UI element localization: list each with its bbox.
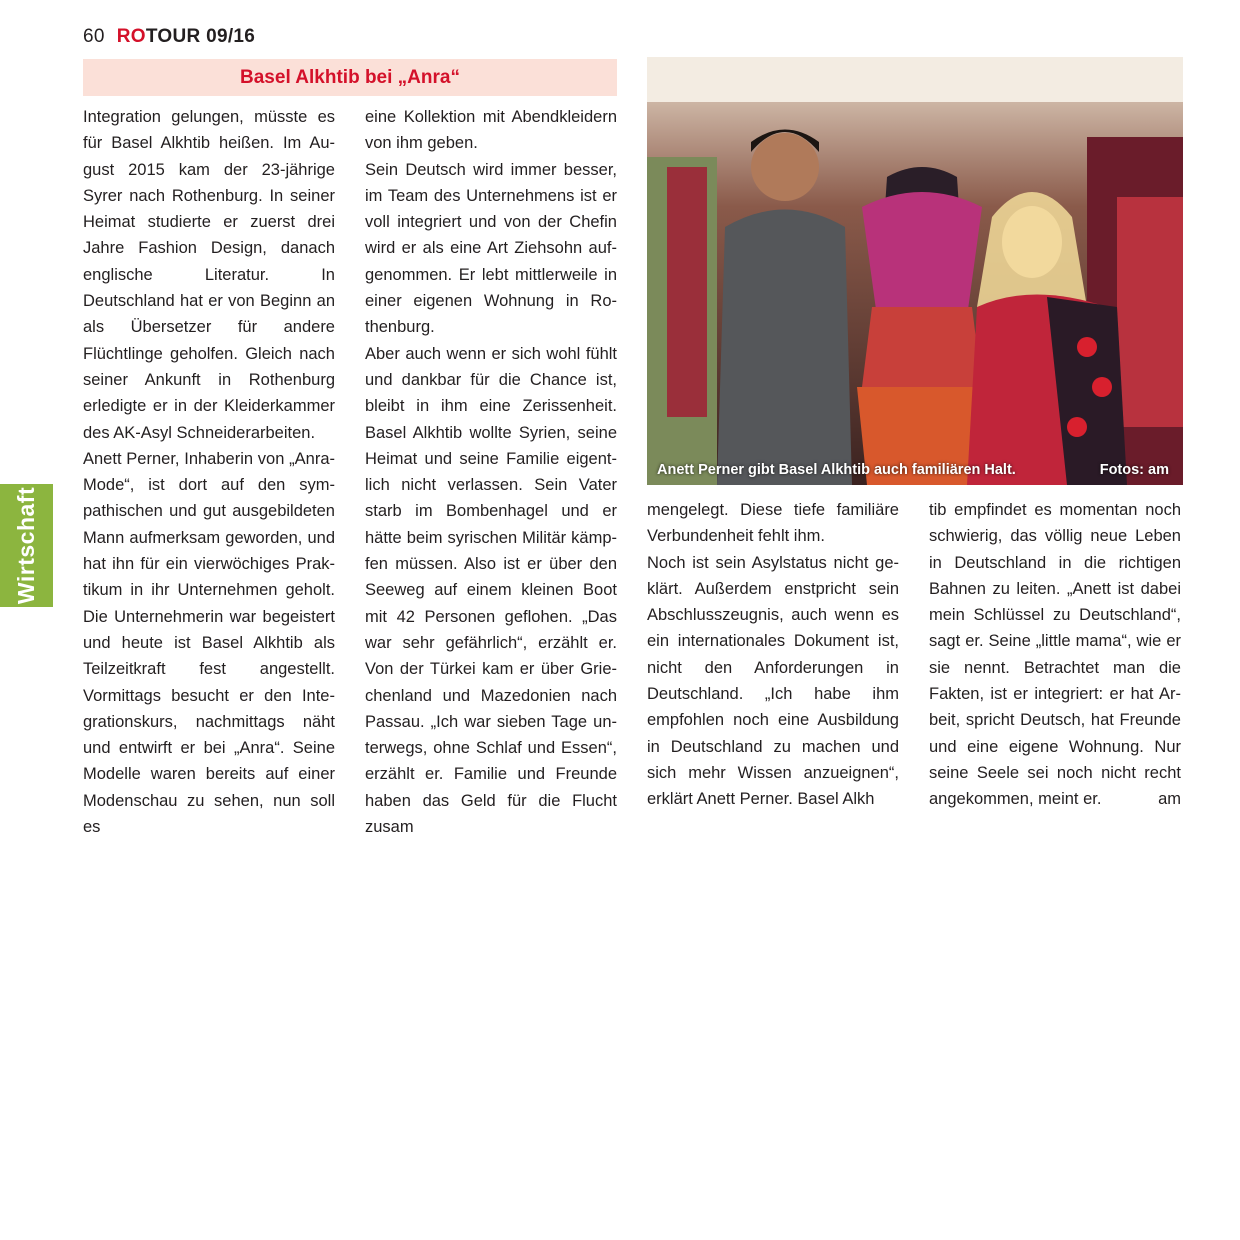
paragraph: eine Kollektion mit Abendkleidern von ihm geben. [365,108,617,153]
page-number: 60 [83,26,105,47]
paragraph: Noch ist sein Asylstatus nicht geklärt. Außerdem enstpricht sein Abschlusszeugnis, auch wenn es ein internationales Dokument ist, nicht den Anforderungen in Deutschland. „Ich habe ihm empfohlen noch eine Ausbildung in Deutschland zu machen und sich mehr Wissen anzueignen“, erklärt Anett Perner. Basel Alkh [647,553,899,809]
boutique-photo-illustration [647,57,1183,485]
article-title-bar [83,59,617,96]
text-column-1 [83,104,335,840]
paragraph: Sein Deutsch wird immer besser, im Team des Unternehmens ist er voll integriert und von der Chefin wird er als eine Art Ziehsohn aufgenommen. Er lebt mittlerweile in einer eigenen Wohnung in Rothenburg. [365,160,617,337]
photo-caption: Anett Perner gibt Basel Alkhtib auch familiären Halt. [657,462,1016,478]
section-tab-label: Wirtschaft [13,486,39,605]
article-title: Basel Alkhtib bei „Anra“ [240,66,460,88]
paragraph: Integration gelungen, müsste es für Basel Alkhtib heißen. Im August 2015 kam der 23-jährige Syrer nach Rothenburg. In seiner Heimat studierte er zuerst drei Jahre Fashion Design, danach englische Literatur. In Deutschland hat er von Beginn an als Übersetzer für andere Flüchtlinge geholfen. Gleich nach seiner Ankunft in Rothenburg erledigte er in der Kleiderkammer des AK-Asyl Schneiderarbeiten. [83,108,335,442]
article-photo [647,57,1183,485]
paragraph [929,497,1181,813]
paragraph: Anett Perner, Inhaberin von „Anra-Mode“, ist dort auf den sympathischen und gut ausgebildeten Mann aufmerksam geworden, und hat ihn für ein vierwöchiges Praktikum in ihr Unternehmen geholt. Die Unternehmerin war begeistert und heute ist Basel Alkhtib als Teilzeitkraft fest angestellt. Vormittags besucht er den Integrationskurs, nachmittags näht und entwirft er bei „Anra“. Seine Modelle waren bereits auf einer Modenschau zu sehen, nun soll es [83,449,335,837]
text-column-4 [929,497,1181,813]
photo-credit: Fotos: am [1099,462,1169,478]
paragraph: mengelegt. Diese tiefe familiäre Verbundenheit fehlt ihm. [647,501,899,546]
section-tab [0,484,53,607]
author-tag: am [1158,790,1181,809]
magazine-issue: TOUR 09/16 [145,26,256,47]
page-header [83,26,255,48]
magazine-logo-red: RO [116,26,146,47]
paragraph-text: tib empfindet es momentan noch schwierig, das völlig neue Leben in Deutschland in die richtigen Bahnen zu leiten. „Anett ist dabei mein Schlüssel zu Deutschland“, sagt er. Seine „little mama“, wie er sie nennt. Betrachtet man die Fakten, ist er integriert: er hat Arbeit, spricht Deutsch, hat Freunde und eine eigene Wohnung. Nur seine Seele sei noch nicht recht angekommen, meint er. [929,501,1181,809]
text-column-2 [365,104,617,840]
text-column-3 [647,497,899,813]
paragraph: Aber auch wenn er sich wohl fühlt und dankbar für die Chance ist, bleibt in ihm eine Zerissenheit. Basel Alkhtib wollte Syrien, seine Heimat und seine Familie eigentlich nicht verlassen. Sein Vater starb im Bombenhagel und er hätte beim syrischen Militär kämpfen müssen. Also ist er über den Seeweg auf einem kleinen Boot mit 42 Personen geflohen. „Das war sehr gefährlich“, erzählt er. Von der Türkei kam er über Griechenland und Mazedonien nach Passau. „Ich war sieben Tage unterwegs, ohne Schlaf und Essen“, erzählt er. Familie und Freunde haben das Geld für die Flucht zusam [365,344,617,837]
